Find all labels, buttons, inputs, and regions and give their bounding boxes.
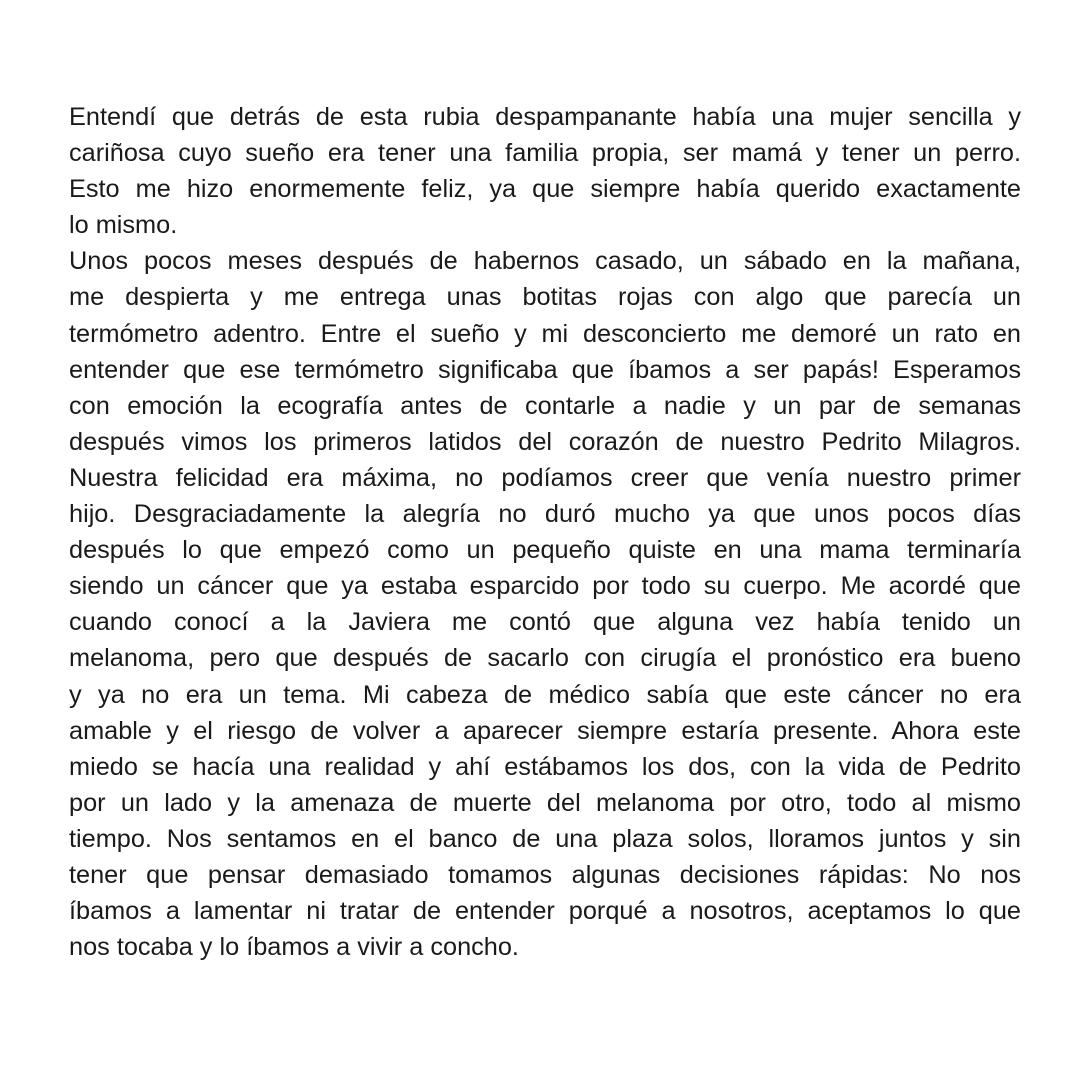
paragraph-1-line: lo mismo.	[69, 211, 178, 240]
paragraph-2-line: cuando conocí a la Javiera me contó que alguna vez había tenido un	[69, 608, 1021, 637]
paragraph-2-line: Nuestra felicidad era máxima, no podíamos creer que venía nuestro primer	[69, 463, 1021, 492]
paragraph-2-line: melanoma, pero que después de sacarlo con cirugía el pronóstico era bueno	[69, 644, 1021, 673]
paragraph-2-line: y ya no era un tema. Mi cabeza de médico sabía que este cáncer no era	[69, 680, 1021, 709]
paragraph-2-line: hijo. Desgraciadamente la alegría no duró mucho ya que unos pocos días	[69, 500, 1021, 529]
paragraph-2-line: miedo se hacía una realidad y ahí estábamos los dos, con la vida de Pedrito	[69, 752, 1021, 781]
paragraph-2-line: después vimos los primeros latidos del corazón de nuestro Pedrito Milagros.	[69, 427, 1021, 456]
body-text	[69, 99, 1021, 965]
paragraph-1-line: Esto me hizo enormemente feliz, ya que siempre había querido exactamente	[69, 175, 1021, 204]
paragraph-2-line: Unos pocos meses después de habernos casado, un sábado en la mañana,	[69, 247, 1021, 276]
paragraph-2-line: nos tocaba y lo íbamos a vivir a concho.	[69, 933, 519, 962]
paragraph-2-line: me despierta y me entrega unas botitas rojas con algo que parecía un	[69, 283, 1021, 312]
paragraph-2-line: siendo un cáncer que ya estaba esparcido por todo su cuerpo. Me acordé que	[69, 572, 1021, 601]
paragraph-2-line: termómetro adentro. Entre el sueño y mi desconcierto me demoré un rato en	[69, 319, 1021, 348]
paragraph-1-line: Entendí que detrás de esta rubia despampanante había una mujer sencilla y	[69, 103, 1021, 131]
paragraph-2-line: con emoción la ecografía antes de contarle a nadie y un par de semanas	[69, 391, 1021, 420]
paragraph-1-line: cariñosa cuyo sueño era tener una familia propia, ser mamá y tener un perro.	[69, 139, 1021, 168]
paragraph-2-line: entender que ese termómetro significaba que íbamos a ser papás! Esperamos	[69, 355, 1021, 384]
paragraph-2-line: tener que pensar demasiado tomamos algunas decisiones rápidas: No nos	[69, 860, 1021, 889]
paragraph-2-line: íbamos a lamentar ni tratar de entender porqué a nosotros, aceptamos lo que	[69, 897, 1021, 926]
paragraph-2-line: tiempo. Nos sentamos en el banco de una plaza solos, lloramos juntos y sin	[69, 824, 1021, 853]
paragraph-2-line: amable y el riesgo de volver a aparecer siempre estaría presente. Ahora este	[69, 716, 1021, 745]
paragraph-2-line: por un lado y la amenaza de muerte del melanoma por otro, todo al mismo	[69, 788, 1021, 817]
paragraph-2-line: después lo que empezó como un pequeño quiste en una mama terminaría	[69, 536, 1021, 565]
